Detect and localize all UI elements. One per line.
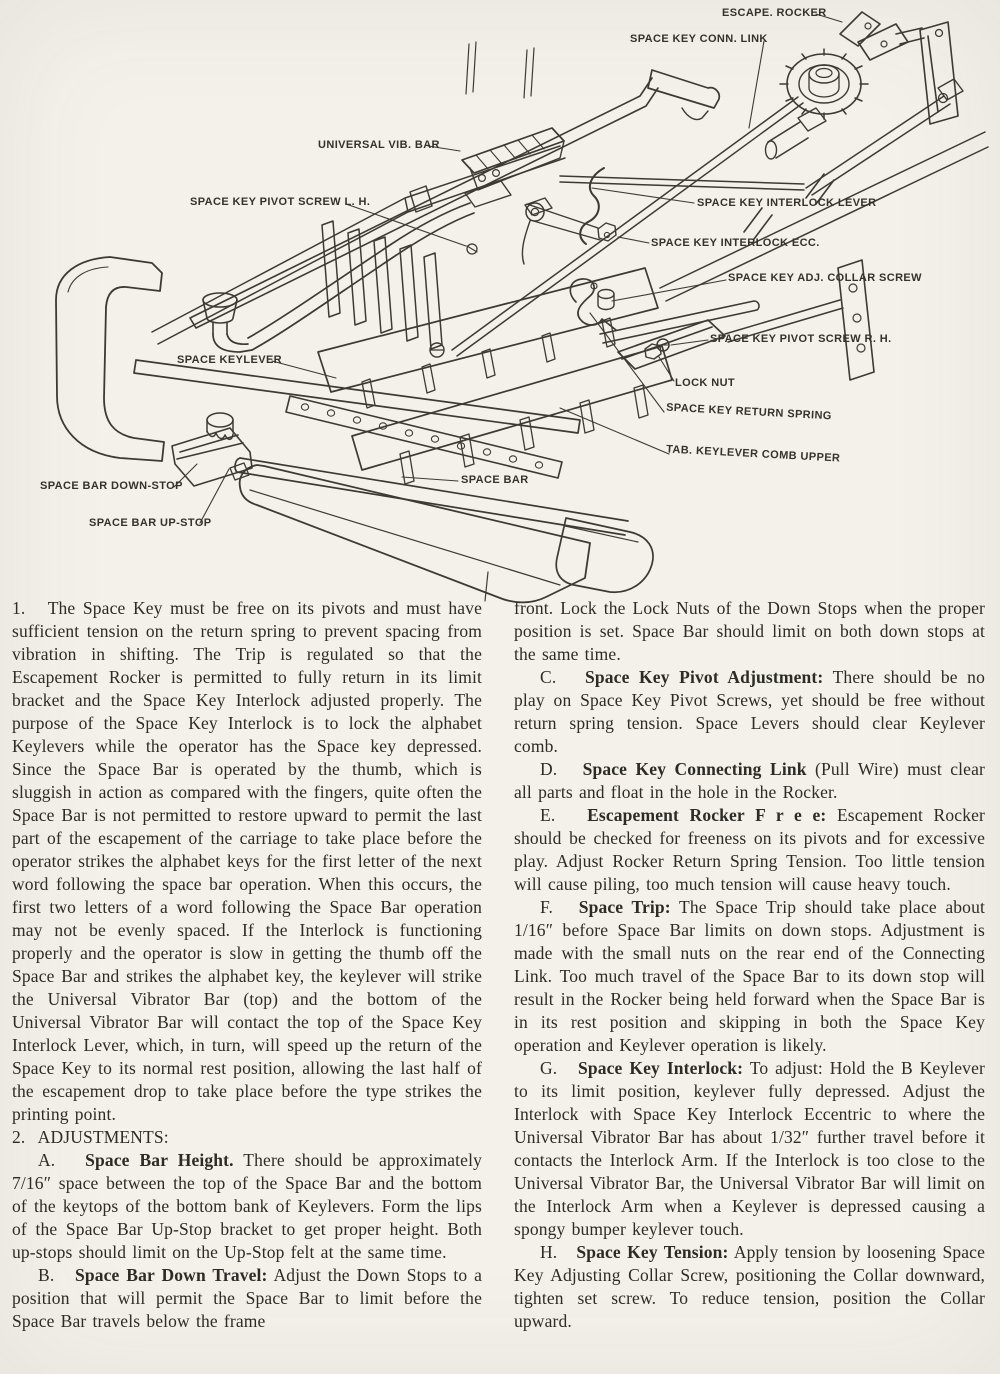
run-text: Adjust the Down Stops to a position that will permit the Space Bar to limit before the Space Bar travels below the frame	[12, 1265, 483, 1331]
universal-vibrator-bar-art	[462, 128, 564, 190]
mechanism-diagram	[0, 0, 1000, 620]
paragraph-intro	[12, 597, 482, 1126]
run-text: Escapement Rocker should be checked for freeness on its pivots and for excessive play. Adjust Rocker Return Spring Tension. Too little tension will cause piling, too much tension will cause heavy touch.	[514, 805, 985, 894]
run-bold: Space Bar Down Travel:	[74, 1265, 268, 1285]
connecting-link-rod	[452, 97, 803, 356]
run-text: The Space Trip should take place about 1/16″ before Space Bar limits on down stops. Adjustment is made with the small nuts on the rear end of the Connecting Link. Too much travel of the Space Bar to its down stop will result in the Rocker being held forward when the Space Bar is in its rest position and skipping in both the Space Key operation and Keylever operation is likely.	[514, 897, 985, 1055]
space-key-knob	[203, 203, 474, 352]
label-space-bar-down-stop: SPACE BAR DOWN-STOP	[40, 480, 183, 492]
space-keylever-bar	[134, 360, 580, 433]
run-text: B.	[38, 1265, 75, 1285]
run-bold: Escapement Rocker F r e e:	[587, 805, 827, 825]
perforated-rail	[286, 396, 562, 478]
run-text: G.	[540, 1058, 578, 1078]
run-text: 2. ADJUSTMENTS:	[12, 1127, 169, 1147]
run-text: There should be approximately 7/16″ space between the top of the Space Bar and the bottom of the keytops of the bottom bank of Keylevers. Form the lips of the Space Bar Up-Stop bracket to get proper height. Both up-stops should limit on the Up-Stop felt at the same time.	[12, 1150, 482, 1262]
run-text: A.	[38, 1150, 86, 1170]
paragraph-b-continued	[514, 597, 985, 666]
label-space-key-interlock-ecc: SPACE KEY INTERLOCK ECC.	[651, 237, 820, 249]
label-space-keylever: SPACE KEYLEVER	[177, 354, 283, 366]
run-text: E.	[540, 805, 588, 825]
label-universal-vib-bar: UNIVERSAL VIB. BAR	[318, 139, 440, 151]
run-bold: Space Key Tension:	[576, 1242, 729, 1262]
stop-assembly	[172, 413, 252, 486]
paragraph-e	[514, 804, 985, 896]
run-text: C.	[540, 667, 585, 687]
label-space-key-pivot-screw-rh: SPACE KEY PIVOT SCREW R. H.	[710, 333, 892, 345]
left-bracket	[56, 257, 164, 461]
run-bold: Space Bar Height.	[85, 1150, 234, 1170]
label-escape-rocker: ESCAPE. ROCKER	[722, 7, 827, 19]
run-text: 1. The Space Key must be free on its pivots and must have sufficient tension on the return spring to prevent spacing from vibration in shifting. The Trip is regulated so that the Escapement Rocker is permitted to fully return in its limit bracket and the Space Key Interlock adjusted properly. The purpose of the Space Key Interlock is to lock the alphabet Keylevers while the operator has the Space key depressed. Since the Space Bar is operated by the thumb, which is sluggish in action as compared with the fingers, quite often the Space Bar is not permitted to restore upward to permit the last part of the escapement of the carriage to take place before the operator strikes the alphabet keys for the first letter of the next word following the space bar operation. When this occurs, the first two letters of a word following the Space Bar operation may not be evenly spaced. If the Interlock is functioning properly and the operator is slow in getting the thumb off the Space Bar and strikes the alphabet key, the keylever will strike the Universal Vibrator Bar (top) and the bottom of the Universal Vibrator Bar will contact the top of the Space Key Interlock Lever, which, in turn, will speed up the return of the Space Key to its normal rest position, allowing the last half of the escapement drop to take place before the type strikes the printing point.	[12, 598, 482, 1124]
paragraph-g	[514, 1057, 985, 1241]
paragraph-d	[514, 758, 985, 804]
label-space-key-conn-link: SPACE KEY CONN. LINK	[630, 33, 768, 45]
run-text: front. Lock the Lock Nuts of the Down Stops when the proper position is set. Space Bar should limit on both down stops at the same time.	[514, 598, 985, 664]
label-space-key-interlock-lever: SPACE KEY INTERLOCK LEVER	[697, 197, 877, 209]
tab-keylever-comb-art	[352, 346, 672, 484]
pivot-screw-lh-art	[467, 244, 477, 254]
run-bold: Space Key Interlock:	[577, 1058, 744, 1078]
paragraph-h	[514, 1241, 985, 1333]
run-text: To adjust: Hold the B Keylever to its limit position, keylever fully depressed. Adjust the Interlock with Space Key Interlock Eccentric to where the Universal Vibrator Bar has about 1/32″ further travel before it contacts the Interlock Arm. If the Interlock is too close to the Universal Vibrator Bar, the Universal Vibrator Bar will limit on the Interlock Arm when a Keylever is depressed causing a spongy bumper keylever touch.	[514, 1058, 985, 1239]
interlock-lever-rod	[560, 79, 988, 301]
paragraph-a	[12, 1149, 482, 1264]
label-space-bar: SPACE BAR	[461, 474, 529, 486]
run-bold: Space Trip:	[578, 897, 671, 917]
keylever-comb	[322, 221, 442, 349]
label-tab-keylever-comb-upper: TAB. KEYLEVER COMB UPPER	[665, 443, 841, 465]
label-space-key-pivot-screw-lh: SPACE KEY PIVOT SCREW L. H.	[190, 196, 371, 208]
frame-rails	[152, 42, 658, 344]
text-column-right	[514, 597, 985, 1333]
run-text: (Pull Wire) must clear all parts and float in the hole in the Rocker.	[514, 759, 985, 802]
label-space-key-adj-collar-screw: SPACE KEY ADJ. COLLAR SCREW	[728, 272, 922, 284]
run-bold: Space Key Pivot Adjustment:	[585, 667, 824, 687]
escapement-star-wheel	[780, 49, 868, 119]
return-spring-and-collar	[570, 279, 616, 330]
run-bold: Space Key Connecting Link	[582, 759, 807, 779]
text-column-left	[12, 597, 482, 1333]
paragraph-f	[514, 896, 985, 1057]
run-text: D.	[540, 759, 583, 779]
label-lock-nut: LOCK NUT	[675, 377, 736, 389]
paragraph-adjustments-head	[12, 1126, 482, 1149]
top-bar	[648, 70, 719, 120]
label-space-key-return-spring: SPACE KEY RETURN SPRING	[665, 401, 833, 423]
paragraph-b	[12, 1264, 482, 1333]
run-text: H.	[540, 1242, 577, 1262]
run-text: Apply tension by loosening Space Key Adjusting Collar Screw, positioning the Collar downward, tighten set screw. To reduce tension, position the Collar upward.	[514, 1242, 985, 1331]
label-space-bar-up-stop: SPACE BAR UP-STOP	[89, 517, 212, 529]
paragraph-c	[514, 666, 985, 758]
run-text: There should be no play on Space Key Pivot Screws, yet should be free without return spring tension. Space Levers should clear Keylever comb.	[514, 667, 985, 756]
run-text: F.	[540, 897, 579, 917]
